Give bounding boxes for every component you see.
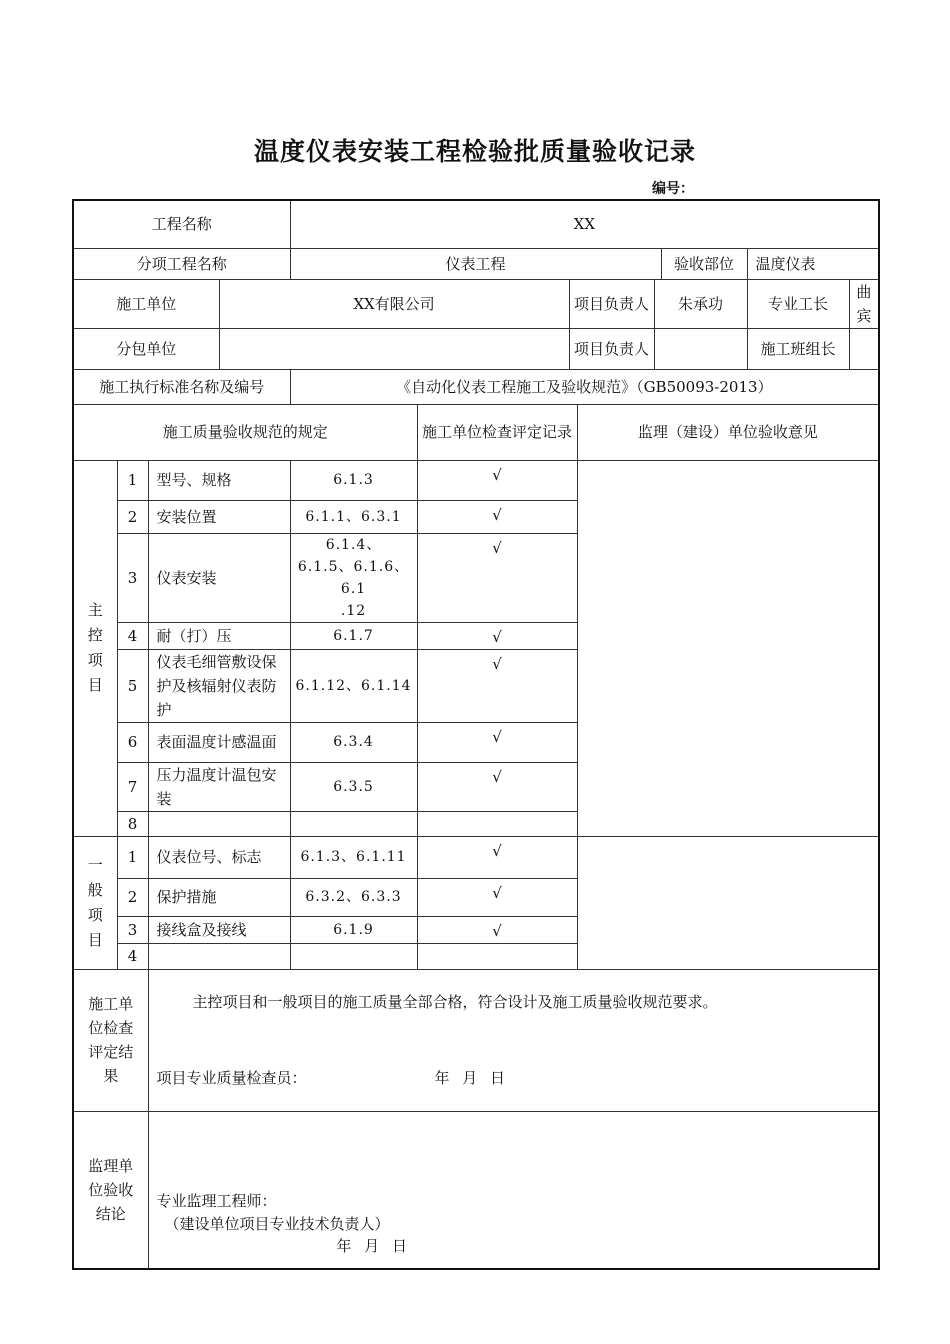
main-item-row xyxy=(73,460,879,500)
sub-manager-label: 项目负责人 xyxy=(569,328,654,369)
supervisor-result-date: 年 月 日 xyxy=(336,1236,412,1255)
item-name xyxy=(148,943,290,969)
item-result[interactable] xyxy=(417,943,577,969)
item-number: 2 xyxy=(117,878,148,916)
project-manager-label: 项目负责人 xyxy=(569,279,654,328)
item-clause xyxy=(290,811,417,836)
foreman-label: 专业工长 xyxy=(747,279,849,328)
foreman-value-cell[interactable]: 曲宾 xyxy=(849,279,879,328)
sub-project-label: 分项工程名称 xyxy=(73,248,290,279)
contractor-result-text: 主控项目和一般项目的施工质量全部合格，符合设计及施工质量验收规范要求。 xyxy=(192,992,718,1011)
item-clause xyxy=(290,943,417,969)
acceptance-record-table xyxy=(72,199,880,1270)
owner-technical-lead-label: （建设单位项目专业技术负责人） xyxy=(164,1214,390,1233)
contractor-label: 施工单位 xyxy=(73,279,219,328)
item-clause: 6.1.7 xyxy=(290,622,417,649)
contractor-result-body[interactable] xyxy=(148,969,879,1111)
item-clause: 6.3.4 xyxy=(290,722,417,762)
supervisor-result-body[interactable] xyxy=(148,1111,879,1269)
acceptance-part-value[interactable]: 温度仪表 xyxy=(747,248,879,279)
supervisor-result-row xyxy=(73,1111,879,1269)
item-number: 5 xyxy=(117,649,148,722)
item-result[interactable]: √ xyxy=(417,722,577,762)
item-clause: 6.1.1、6.3.1 xyxy=(290,500,417,533)
contractor-result-date: 年 月 日 xyxy=(434,1068,510,1087)
item-name: 表面温度计感温面 xyxy=(148,722,290,762)
supervisor-result-label: 监理单位验收结论 xyxy=(73,1111,148,1269)
item-number: 6 xyxy=(117,722,148,762)
subcontractor-label: 分包单位 xyxy=(73,328,219,369)
contractor-result-label: 施工单位检查评定结果 xyxy=(73,969,148,1111)
project-name-value[interactable]: XX xyxy=(290,200,879,248)
item-number: 4 xyxy=(117,943,148,969)
spec-column-header: 施工质量验收规范的规定 xyxy=(73,404,417,460)
page-title: 温度仪表安装工程检验批质量验收记录 xyxy=(253,137,696,166)
item-number: 1 xyxy=(117,460,148,500)
quality-inspector-label: 项目专业质量检查员： xyxy=(156,1068,307,1087)
item-name: 保护措施 xyxy=(148,878,290,916)
item-name: 压力温度计温包安装 xyxy=(148,762,290,811)
main-items-supervisor-opinion[interactable] xyxy=(577,460,879,836)
item-result[interactable]: √ xyxy=(417,836,577,878)
item-clause: 6.1.12、6.1.14 xyxy=(290,649,417,722)
item-clause: 6.3.2、6.3.3 xyxy=(290,878,417,916)
standard-row xyxy=(73,369,879,404)
item-clause: 6.1.9 xyxy=(290,916,417,943)
item-result[interactable]: √ xyxy=(417,500,577,533)
item-result[interactable]: √ xyxy=(417,649,577,722)
general-item-row xyxy=(73,836,879,878)
doc-number-label: 编号： xyxy=(652,181,694,197)
item-clause: 6.1.3 xyxy=(290,460,417,500)
item-name: 仪表位号、标志 xyxy=(148,836,290,878)
item-result[interactable]: √ xyxy=(417,878,577,916)
sub-project-row xyxy=(73,248,879,279)
team-leader-label: 施工班组长 xyxy=(747,328,849,369)
item-name: 接线盒及接线 xyxy=(148,916,290,943)
standard-label: 施工执行标准名称及编号 xyxy=(73,369,290,404)
sub-manager-value[interactable] xyxy=(654,328,747,369)
item-clause: 6.3.5 xyxy=(290,762,417,811)
item-result[interactable] xyxy=(417,811,577,836)
item-number: 7 xyxy=(117,762,148,811)
project-name-label: 工程名称 xyxy=(73,200,290,248)
general-items-supervisor-opinion[interactable] xyxy=(577,836,879,969)
item-result[interactable]: √ xyxy=(417,762,577,811)
item-name xyxy=(148,811,290,836)
standard-value[interactable]: 《自动化仪表工程施工及验收规范》（GB50093-2013） xyxy=(290,369,879,404)
item-number: 3 xyxy=(117,533,148,622)
item-name: 仪表毛细管敷设保护及核辐射仪表防护 xyxy=(148,649,290,722)
contractor-result-row xyxy=(73,969,879,1111)
item-result[interactable]: √ xyxy=(417,460,577,500)
general-items-group-label: 一 般 项 目 xyxy=(73,836,117,969)
column-header-row xyxy=(73,404,879,460)
contractor-row xyxy=(73,279,879,328)
item-name: 仪表安装 xyxy=(148,533,290,622)
item-number: 2 xyxy=(117,500,148,533)
main-items-group-label: 主 控 项 目 xyxy=(73,460,117,836)
item-result[interactable]: √ xyxy=(417,622,577,649)
item-name: 型号、规格 xyxy=(148,460,290,500)
item-clause: 6.1.4、 6.1.5、6.1.6、6.1 .12 xyxy=(290,533,417,622)
subcontractor-value[interactable] xyxy=(219,328,569,369)
supervising-engineer-label: 专业监理工程师： xyxy=(156,1191,277,1210)
item-name: 耐（打）压 xyxy=(148,622,290,649)
item-number: 8 xyxy=(117,811,148,836)
acceptance-part-label: 验收部位 xyxy=(661,248,747,279)
contractor-check-column-header: 施工单位检查评定记录 xyxy=(417,404,577,460)
item-number: 4 xyxy=(117,622,148,649)
item-result[interactable]: √ xyxy=(417,916,577,943)
item-number: 3 xyxy=(117,916,148,943)
item-clause: 6.1.3、6.1.11 xyxy=(290,836,417,878)
supervisor-opinion-column-header: 监理（建设）单位验收意见 xyxy=(577,404,879,460)
item-result[interactable]: √ xyxy=(417,533,577,622)
subcontractor-row xyxy=(73,328,879,369)
project-name-row xyxy=(73,200,879,248)
item-number: 1 xyxy=(117,836,148,878)
team-leader-value[interactable] xyxy=(849,328,879,369)
project-manager-value[interactable]: 朱承功 xyxy=(654,279,747,328)
item-name: 安装位置 xyxy=(148,500,290,533)
sub-project-value[interactable]: 仪表工程 xyxy=(290,248,661,279)
contractor-value[interactable]: XX有限公司 xyxy=(219,279,569,328)
